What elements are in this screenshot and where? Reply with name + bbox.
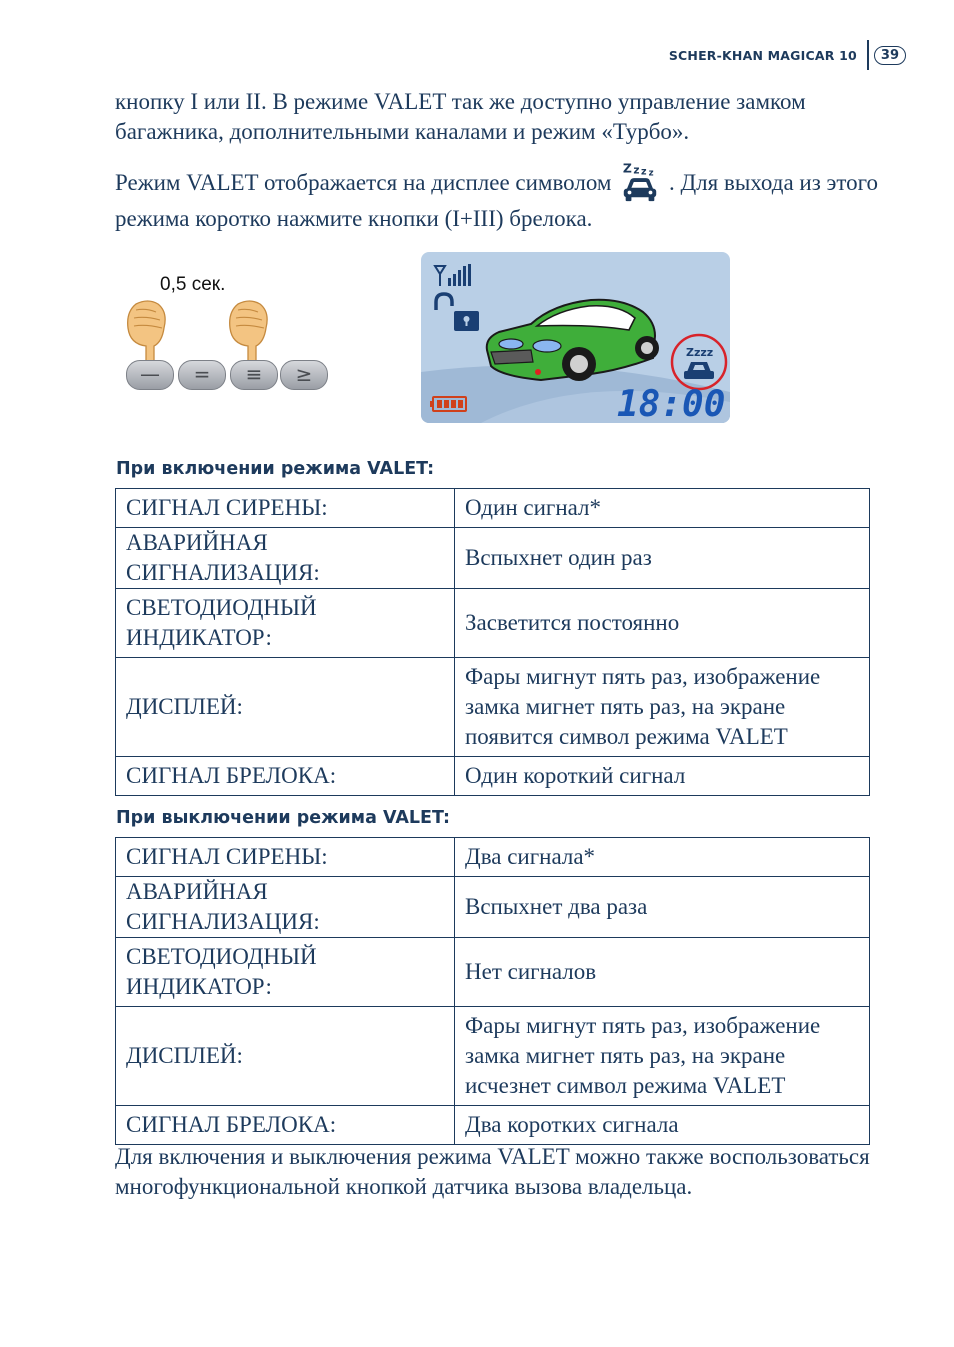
- table-row: [116, 1007, 870, 1106]
- row-value: Вспыхнет два раза: [455, 877, 870, 938]
- hand-press-icon: [122, 298, 174, 368]
- svg-text:Zzzz: Zzzz: [686, 346, 714, 359]
- svg-text:z: z: [633, 164, 640, 177]
- valet-paragraph: [115, 160, 885, 234]
- row-key: СИГНАЛ БРЕЛОКА:: [116, 757, 455, 796]
- lock-icon: [436, 294, 479, 331]
- row-value: Два коротких сигнала: [455, 1106, 870, 1145]
- lcd-display-illustration: [421, 252, 730, 423]
- row-key: АВАРИЙНАЯ СИГНАЛИЗАЦИЯ:: [116, 528, 455, 589]
- row-key: СИГНАЛ СИРЕНЫ:: [116, 838, 455, 877]
- row-value: Нет сигналов: [455, 938, 870, 1007]
- table-row: [116, 1106, 870, 1145]
- keyfob-illustration: [120, 268, 335, 398]
- row-key: СВЕТОДИОДНЫЙ ИНДИКАТОР:: [116, 589, 455, 658]
- page-header: [669, 40, 906, 70]
- valet-on-title: При включении режима VALET:: [116, 459, 435, 479]
- valet-symbol-icon: [619, 160, 661, 204]
- fob-button-1[interactable]: —: [126, 360, 174, 390]
- table-row: [116, 757, 870, 796]
- table-row: [116, 838, 870, 877]
- table-row: [116, 528, 870, 589]
- row-value: Два сигнала*: [455, 838, 870, 877]
- row-value: Один сигнал*: [455, 489, 870, 528]
- row-key: СИГНАЛ БРЕЛОКА:: [116, 1106, 455, 1145]
- intro-line-1: кнопку I или II. В режиме VALET так же доступно управление замком: [115, 89, 806, 114]
- valet-text-after: . Для выхода из этого: [668, 170, 879, 195]
- footer-note: [115, 1142, 885, 1202]
- valet-on-table: [115, 488, 870, 796]
- fob-button-3[interactable]: ≡: [230, 360, 278, 390]
- intro-line-2: багажника, дополнительными каналами и режим «Турбо».: [115, 119, 690, 144]
- row-value: Фары мигнут пять раз, изображение замка мигнет пять раз, на экране исчезнет символ режима VALET: [455, 1007, 870, 1106]
- row-key: ДИСПЛЕЙ:: [116, 658, 455, 757]
- intro-paragraph: [115, 87, 885, 147]
- row-value: Один короткий сигнал: [455, 757, 870, 796]
- table-row: [116, 589, 870, 658]
- fob-button-4[interactable]: ≥: [280, 360, 328, 390]
- row-value: Засветится постоянно: [455, 589, 870, 658]
- valet-text-before: Режим VALET отображается на дисплее символом: [115, 170, 612, 195]
- press-duration-label: 0,5 сек.: [160, 274, 226, 295]
- footer-line-1: Для включения и выключения режима VALET можно также воспользоваться: [115, 1144, 870, 1169]
- valet-off-title: При выключении режима VALET:: [116, 808, 450, 828]
- row-key: СИГНАЛ СИРЕНЫ:: [116, 489, 455, 528]
- hand-press-icon: [224, 298, 276, 368]
- svg-text:z: z: [641, 166, 647, 178]
- antenna-signal-icon: [435, 264, 471, 286]
- svg-text:Z: Z: [623, 160, 633, 176]
- row-value: Вспыхнет один раз: [455, 528, 870, 589]
- row-key: АВАРИЙНАЯ СИГНАЛИЗАЦИЯ:: [116, 877, 455, 938]
- row-key: СВЕТОДИОДНЫЙ ИНДИКАТОР:: [116, 938, 455, 1007]
- lcd-time: 18:00: [617, 384, 726, 423]
- header-divider: [867, 40, 869, 70]
- row-value: Фары мигнут пять раз, изображение замка мигнет пять раз, на экране появится символ режима VALET: [455, 658, 870, 757]
- row-key: ДИСПЛЕЙ:: [116, 1007, 455, 1106]
- valet-text-line-2: режима коротко нажмите кнопки (I+III) брелока.: [115, 206, 593, 231]
- table-row: [116, 938, 870, 1007]
- fob-button-2[interactable]: =: [178, 360, 226, 390]
- car-icon: [487, 300, 659, 381]
- brand-title: SCHER-KHAN MAGICAR 10: [668, 47, 857, 63]
- table-row: [116, 489, 870, 528]
- footer-line-2: многофункциональной кнопкой датчика вызова владельца.: [115, 1174, 693, 1199]
- table-row: [116, 658, 870, 757]
- table-row: [116, 877, 870, 938]
- valet-symbol-icon: [672, 335, 726, 389]
- svg-text:z: z: [648, 168, 654, 179]
- page-number: 39: [874, 46, 906, 65]
- valet-off-table: [115, 837, 870, 1145]
